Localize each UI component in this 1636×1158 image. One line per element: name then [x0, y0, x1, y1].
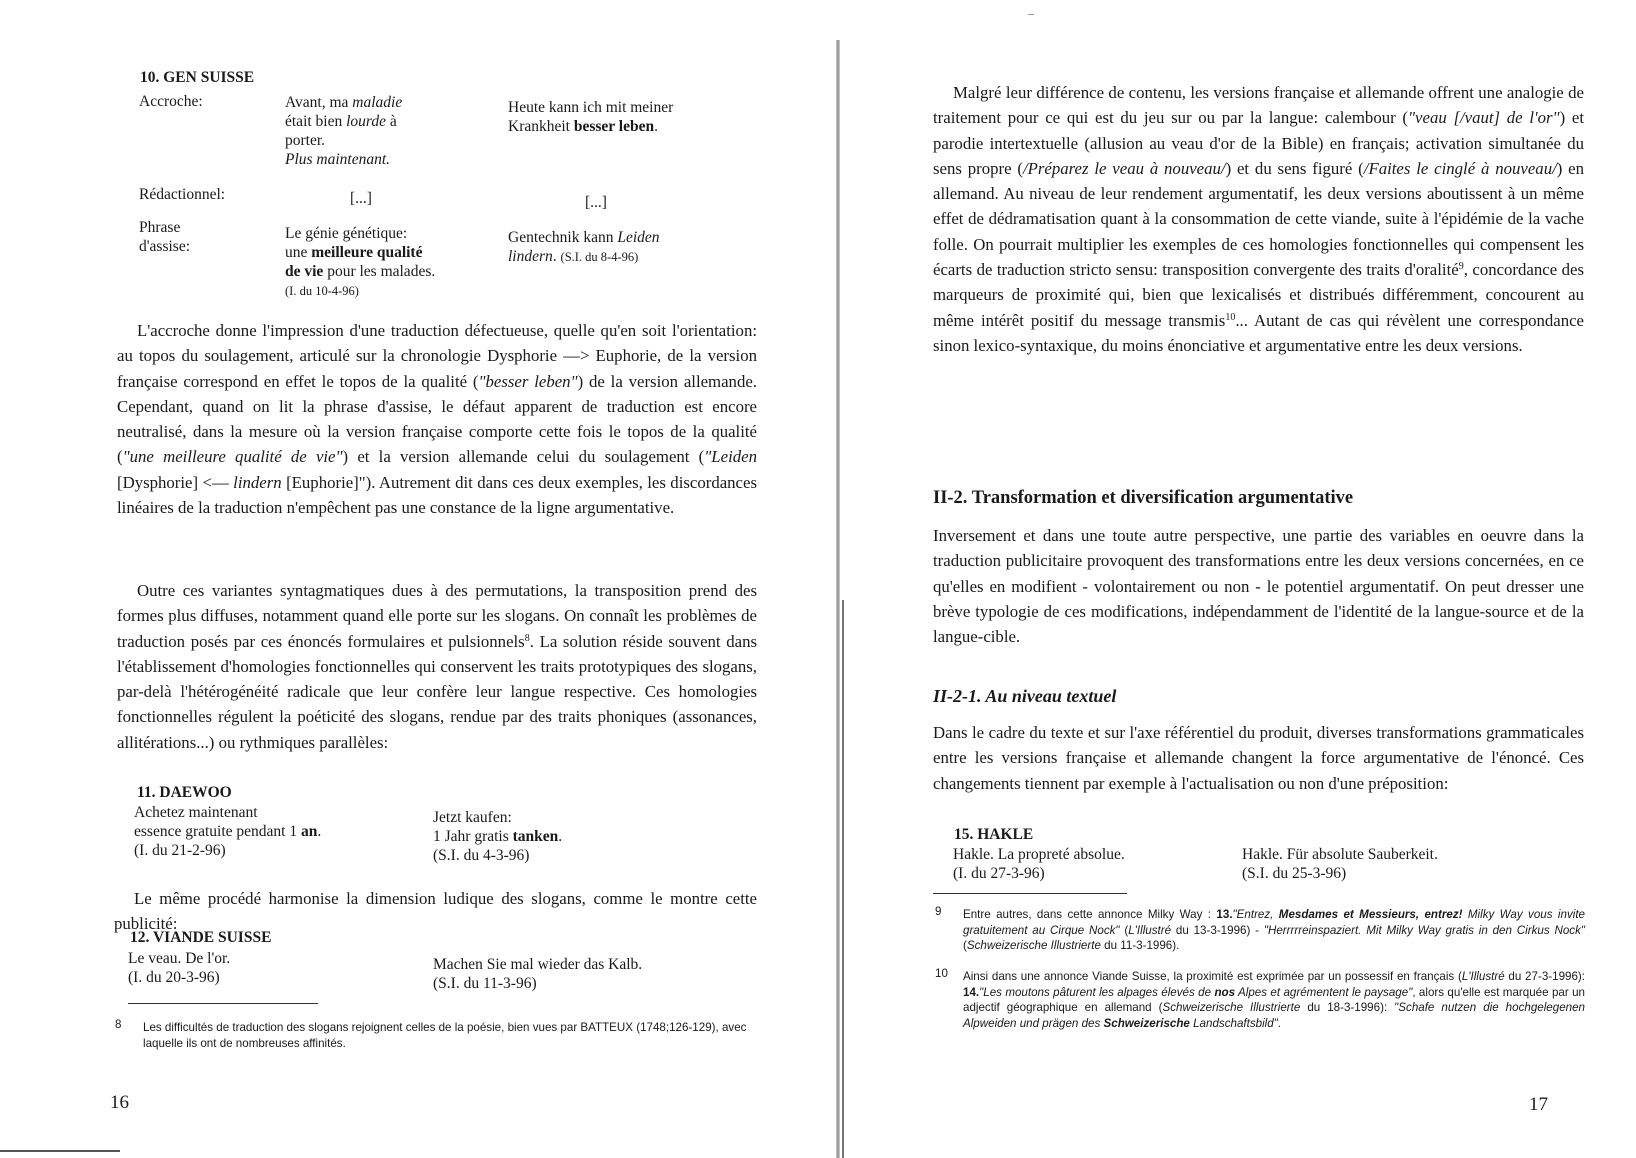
- text-run: Hakle. La propreté absolue.: [953, 846, 1125, 863]
- footnote-ref: 8: [524, 632, 530, 644]
- text-run: ) et la version allemande celui du soulagement (: [342, 447, 705, 467]
- text-run: Machen Sie mal wieder das Kalb.: [433, 956, 643, 973]
- footnote-number: 9: [935, 905, 942, 918]
- footnote-8: Les difficultés de traduction des slogans rejoignent celles de la poésie, bien vues par BATTEUX (1748;126-129), avec laquelle ils ont de nombreuses affinités.: [143, 1021, 747, 1050]
- text-run: "besser leben": [478, 371, 578, 391]
- source-citation: (S.I. du 4-3-96): [433, 847, 530, 864]
- paragraph: Dans le cadre du texte et sur l'axe référentiel du produit, diverses transformations grammaticales entre les versions française et allemande changent la force argumentative de l'énoncé. Ces changements tiennent par exemple à l'actualisation ou non d'une préposition:: [933, 723, 1584, 793]
- text-run: /Préparez le veau à nouveau/: [1022, 158, 1226, 178]
- text-run: .: [1277, 1016, 1282, 1030]
- example-11-de: [433, 808, 683, 865]
- text-run: "Schafe nutzen die hochgelegenen Alpweiden und prägen des: [963, 1001, 1585, 1030]
- example-15-title: 15. HAKLE: [954, 826, 1034, 843]
- source-citation: (S.I. du 8-4-96): [560, 250, 639, 264]
- text-run: lourde: [346, 113, 387, 130]
- text-run: une: [285, 244, 312, 261]
- text-run: Plus maintenant.: [285, 151, 391, 168]
- text-run: Hakle. Für absolute Sauberkeit.: [1242, 846, 1438, 863]
- text-run: Le veau. De l'or.: [128, 950, 231, 967]
- text-run: maladie: [352, 94, 403, 111]
- text-run: Le génie génétique:: [285, 225, 408, 242]
- footnote-ref: 10: [1225, 311, 1236, 323]
- example-12-title: 12. VIANDE SUISSE: [130, 929, 272, 946]
- phrase-assise-label: [139, 218, 190, 256]
- paragraph: [933, 80, 1584, 358]
- text-run: essence gratuite pendant: [134, 823, 290, 840]
- text-run: Phrase: [139, 219, 181, 236]
- text-run: L'Illustré: [1128, 923, 1172, 937]
- text-run: .: [654, 118, 658, 135]
- text-run: Leiden: [617, 229, 660, 246]
- example-11-title: 11. DAEWOO: [137, 784, 232, 801]
- source-citation: (S.I. du 25-3-96): [1242, 865, 1347, 882]
- source-citation: (I. du 20-3-96): [128, 969, 220, 986]
- text-run: porter.: [285, 132, 326, 149]
- source-citation: (S.I. du 11-3-96): [433, 975, 537, 992]
- text-run: lindern: [233, 472, 282, 492]
- text-run: Schweizerische Illustrierte: [966, 939, 1101, 952]
- text-run: du 27-3-1996):: [1504, 970, 1585, 983]
- text-run: [Dysphorie] <—: [117, 472, 234, 492]
- paragraph: Inversement et dans une toute autre perspective, une partie des variables en oeuvre dans la traduction publicitaire provoquent des transformations entre les deux versions concernées, en ce qu'elles en modifient - volontairement ou non - le potentiel argumentatif. On peut dresser une brève typologie de ces modifications, indépendamment de l'identité de la langue-source et de la langue-cible.: [933, 526, 1584, 647]
- text-run: .: [558, 828, 563, 845]
- accroche-label: Accroche:: [139, 93, 203, 110]
- text-run: tanken: [512, 828, 559, 845]
- text-run: Schweizerische Illustrierte: [1162, 1001, 1301, 1014]
- text-run: ) de la version allemande. Cependant, quand on lit la phrase d'assise, le défaut apparent de traduction est encore neutralisé, dans la mesure où la version française comporte cette fois le topos de la qualité (: [117, 371, 757, 467]
- text-run: "une meilleure qualité de vie": [122, 447, 343, 467]
- text-run: Landschaftsbild": [1189, 1016, 1278, 1030]
- example-15-de: [1242, 845, 1522, 883]
- right-page: [822, 0, 1636, 1158]
- text-run: "Entrez,: [1232, 908, 1279, 921]
- text-run: était bien: [285, 113, 347, 130]
- text-run: Le même procédé harmonise la dimension ludique des slogans, comme le montre cette publicité:: [114, 889, 757, 934]
- redactionnel-de: [...]: [585, 194, 607, 211]
- text-run: (: [963, 939, 967, 952]
- text-run: ) en allemand. Au niveau de leur rendement argumentatif, les deux versions aboutissent à un même effet de dédramatisation quant à la consommation de cette viande, suite à l'épidémie de la vache folle. On pourrait multiplier les exemples de ces homologies fonctionnelles qui compensent les écarts de traduction stricto sensu: transposition convergente des traits d'oralité: [933, 158, 1585, 280]
- text-run: Milky Way vous invite gratuitement au Cirque Nock": [963, 908, 1585, 937]
- text-run: Entre autres, dans cette annonce Milky Way :: [963, 908, 1217, 921]
- source-citation: (I. du 27-3-96): [953, 865, 1045, 882]
- text-run: Gentechnik kann: [508, 229, 618, 246]
- text-run: L'accroche donne l'impression d'une traduction défectueuse, quelle qu'en soit l'orientation: au topos du soulagement, articulé sur la chronologie Dysphorie —> Euphorie, de la version française correspond en effet le topos de la qualité (: [117, 321, 757, 391]
- text-run: Mesdames et Messieurs, entrez!: [1278, 908, 1463, 921]
- text-run: Ainsi dans une annonce Viande Suisse, la proximité est exprimée par un possessif en français (: [963, 970, 1462, 983]
- footnote-10: [963, 969, 1585, 1031]
- text-run: [Euphorie]"). Autrement dit dans ces deux exemples, les discordances linéaires de la traduction n'empêchent pas une constance de la ligne argumentative.: [117, 472, 757, 518]
- text-run: nos: [1214, 985, 1236, 999]
- redactionnel-fr: [...]: [350, 190, 372, 207]
- text-run: ) et du sens figuré (: [1225, 158, 1364, 178]
- footnote-rule: [128, 1003, 318, 1004]
- left-page: [0, 0, 810, 1158]
- accroche-fr: [285, 93, 485, 169]
- phrase-assise-fr: [285, 224, 495, 301]
- text-run: du 13-3-1996) -: [1171, 923, 1264, 937]
- section-heading: II-2. Transformation et diversification argumentative: [933, 488, 1354, 508]
- text-run: Achetez maintenant: [134, 804, 258, 821]
- text-run: Heute kann ich mit meiner: [508, 99, 674, 116]
- paragraph: [117, 578, 757, 755]
- text-run: /Faites le cinglé à nouveau/: [1363, 158, 1557, 178]
- text-run: 14.: [963, 985, 980, 999]
- text-run: 1: [289, 823, 301, 840]
- redactionnel-label: Rédactionnel:: [139, 186, 226, 203]
- footnote-rule: [933, 893, 1127, 894]
- text-run: Avant, ma: [285, 94, 353, 111]
- text-run: .: [317, 823, 322, 840]
- footnote-number: 8: [115, 1018, 122, 1031]
- source-citation: (I. du 10-4-96): [285, 284, 359, 298]
- example-11-fr: [134, 803, 404, 860]
- text-run: du 11-3-1996).: [1100, 939, 1180, 952]
- text-run: lindern: [508, 248, 553, 265]
- text-run: , alors qu'elle est marquée par un adjectif géographique en allemand (: [963, 985, 1585, 1014]
- text-run: "Leiden: [704, 447, 757, 467]
- page-number: 17: [1529, 1094, 1548, 1115]
- example-12-de: [433, 955, 733, 993]
- text-run: Krankheit: [508, 118, 574, 135]
- text-run: L'Illustré: [1461, 970, 1505, 983]
- text-run: Outre ces variantes syntagmatiques dues à des permutations, la transposition prend des formes plus diffuses, notamment quand elle porte sur les slogans. On connaît les problèmes de traduction posés par ces énoncés formulaires et pulsionnels: [117, 581, 757, 651]
- text-run: de vie: [285, 263, 324, 280]
- text-run: Jetzt kaufen:: [433, 809, 512, 826]
- text-run: (: [1119, 923, 1129, 937]
- example-12-fr: [128, 949, 378, 987]
- text-run: 13.: [1216, 908, 1233, 921]
- text-run: .: [552, 248, 561, 265]
- text-run: d'assise:: [139, 238, 191, 255]
- text-run: Schweizerische: [1103, 1016, 1190, 1030]
- example-10-title: 10. GEN SUISSE: [140, 69, 255, 86]
- text-run: ... Autant de cas qui révèlent une correspondance sinon lexico-syntaxique, du moins énonciative et argumentative entre les deux versions.: [933, 310, 1584, 355]
- example-15-fr: [953, 845, 1213, 883]
- text-run: à: [386, 113, 397, 130]
- text-run: Alpes et agrémentent le paysage": [1235, 985, 1413, 999]
- text-run: . La solution réside souvent dans l'établissement d'homologies fonctionnelles qui conservent les traits prototypiques des slogans, par-delà l'hétérogénéité radicale que leur confère leur langue respective. Ces homologies fonctionnelles régulent la poéticité des slogans, rendue par des traits phoniques (assonances, allitérations...) ou rythmiques parallèles:: [117, 631, 757, 752]
- text-run: besser leben: [573, 118, 655, 135]
- subsection-heading: II-2-1. Au niveau textuel: [933, 686, 1117, 706]
- text-run: an: [301, 823, 318, 840]
- text-run: pour les malades.: [323, 263, 436, 280]
- source-citation: (I. du 21-2-96): [134, 842, 226, 859]
- text-run: , concordance des marqueurs de proximité qui, bien que lexicalisés et distribués différemment, concourent au même intérêt positif du message transmis: [933, 260, 1584, 330]
- phrase-assise-de: [508, 228, 738, 267]
- text-run: ) et parodie intertextuelle (allusion au veau d'or de la Bible) en français; activation simultanée du sens propre (: [933, 108, 1584, 178]
- footnote-ref: 9: [1458, 261, 1464, 273]
- page-number: 16: [110, 1092, 129, 1113]
- paragraph: [117, 318, 757, 520]
- accroche-de: [508, 98, 738, 136]
- text-run: "Les moutons pâturent les alpages élevés de: [979, 985, 1215, 999]
- text-run: "Herrrrreinspaziert. Mit Milky Way gratis in den Cirkus Nock": [1263, 923, 1585, 937]
- text-run: "veau [/vaut] de l'or": [1408, 108, 1560, 128]
- text-run: 1 Jahr gratis: [433, 828, 513, 845]
- text-run: du 18-3-1996):: [1300, 1001, 1395, 1014]
- text-run: meilleure qualité: [311, 244, 423, 261]
- footnote-9: [963, 907, 1585, 954]
- text-run: Malgré leur différence de contenu, les versions française et allemande offrent une analogie de traitement pour ce qui est du jeu sur ou par la langue: calembour (: [933, 83, 1584, 128]
- footnote-number: 10: [935, 967, 948, 980]
